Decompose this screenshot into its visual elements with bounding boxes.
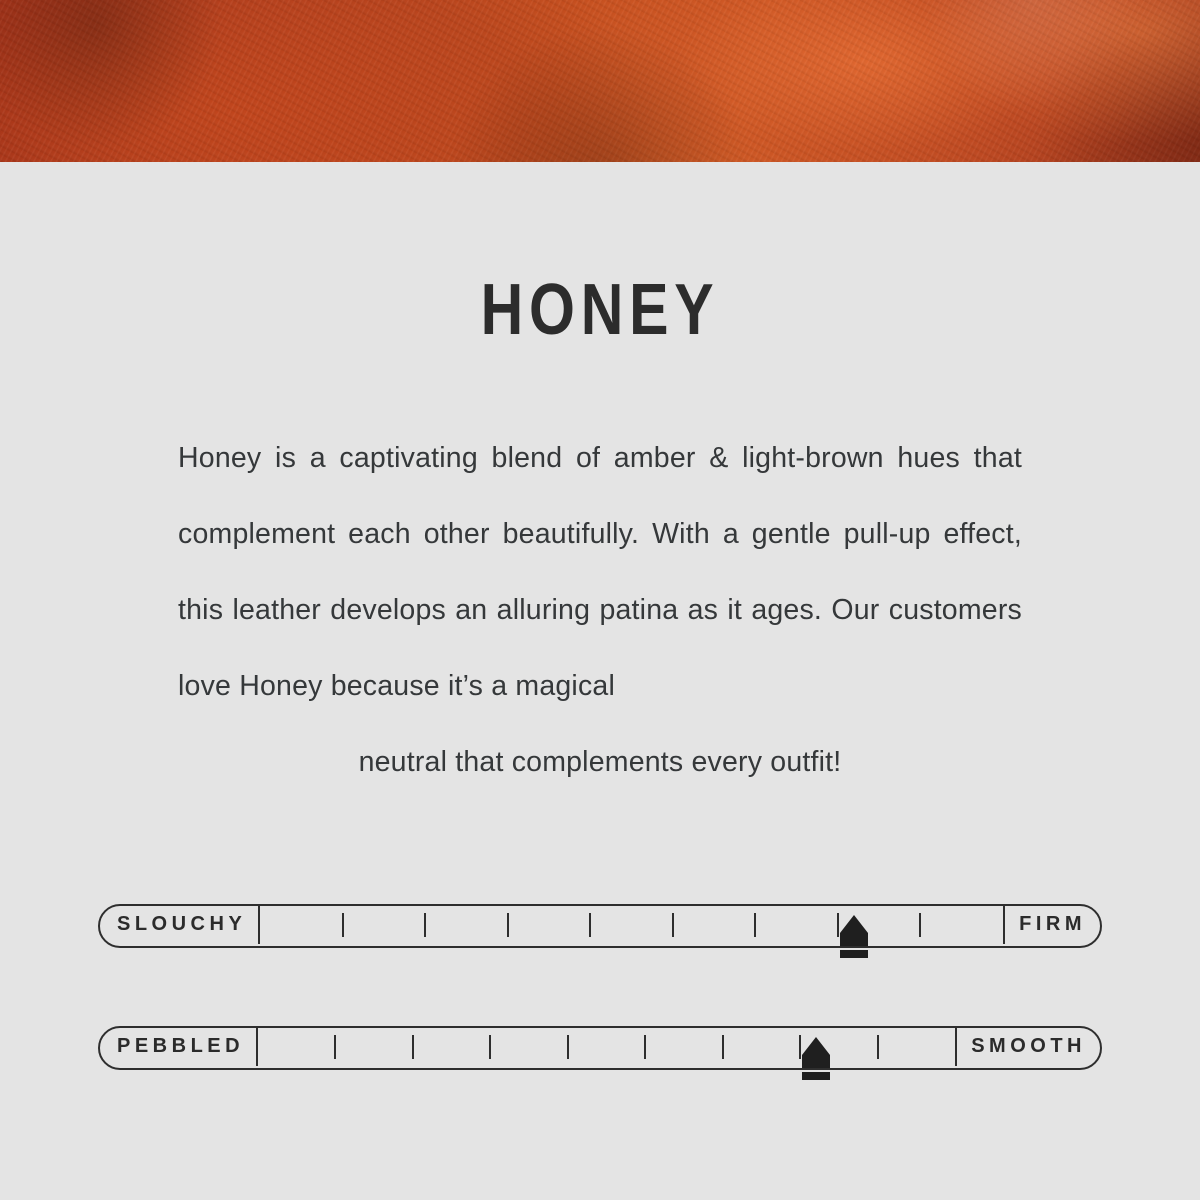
description-main: Honey is a captivating blend of amber & light-brown hues that complement each other beautifully. With a gentle pull-up effect, this leather develops an alluring patina as it ages. Our customers love Honey because it’s a magical: [178, 442, 1022, 702]
slider-ticks: [258, 1035, 955, 1059]
slider-tick: [877, 1035, 879, 1059]
slider-handle[interactable]: [832, 915, 876, 971]
slider-left-label: PEBBLED: [100, 1026, 258, 1066]
slider-ticks: [260, 913, 1003, 937]
card-content: [0, 162, 1200, 1200]
slider-handle-foot: [840, 950, 868, 958]
slider-handle-head: [802, 1037, 830, 1055]
slider-tick: [412, 1035, 414, 1059]
swatch-shading-layer: [0, 0, 1200, 162]
leather-swatch-image: [0, 0, 1200, 162]
slider-tick: [589, 913, 591, 937]
page-title: HONEY: [480, 270, 720, 350]
slider-tick: [424, 913, 426, 937]
slider-tick: [919, 913, 921, 937]
slider-handle[interactable]: [794, 1037, 838, 1093]
slider-tick: [672, 913, 674, 937]
slider-right-label: SMOOTH: [955, 1026, 1100, 1066]
slider-handle-head: [840, 915, 868, 933]
description-text: [178, 420, 1022, 800]
slider-tick: [489, 1035, 491, 1059]
slider-tick: [342, 913, 344, 937]
slider-handle-body: [802, 1055, 830, 1068]
slider-handle-body: [840, 933, 868, 946]
slider-left-label: SLOUCHY: [100, 904, 260, 944]
slider-handle-foot: [802, 1072, 830, 1080]
slider-tick: [644, 1035, 646, 1059]
slider-tick: [722, 1035, 724, 1059]
slider-tick: [507, 913, 509, 937]
slider-tick: [334, 1035, 336, 1059]
slider-slouchy-firm[interactable]: [98, 904, 1102, 948]
slider-tick: [754, 913, 756, 937]
description-last-line: neutral that complements every outfit!: [358, 746, 842, 778]
slider-right-label: FIRM: [1003, 904, 1100, 944]
slider-tick: [567, 1035, 569, 1059]
slider-pebbled-smooth[interactable]: [98, 1026, 1102, 1070]
